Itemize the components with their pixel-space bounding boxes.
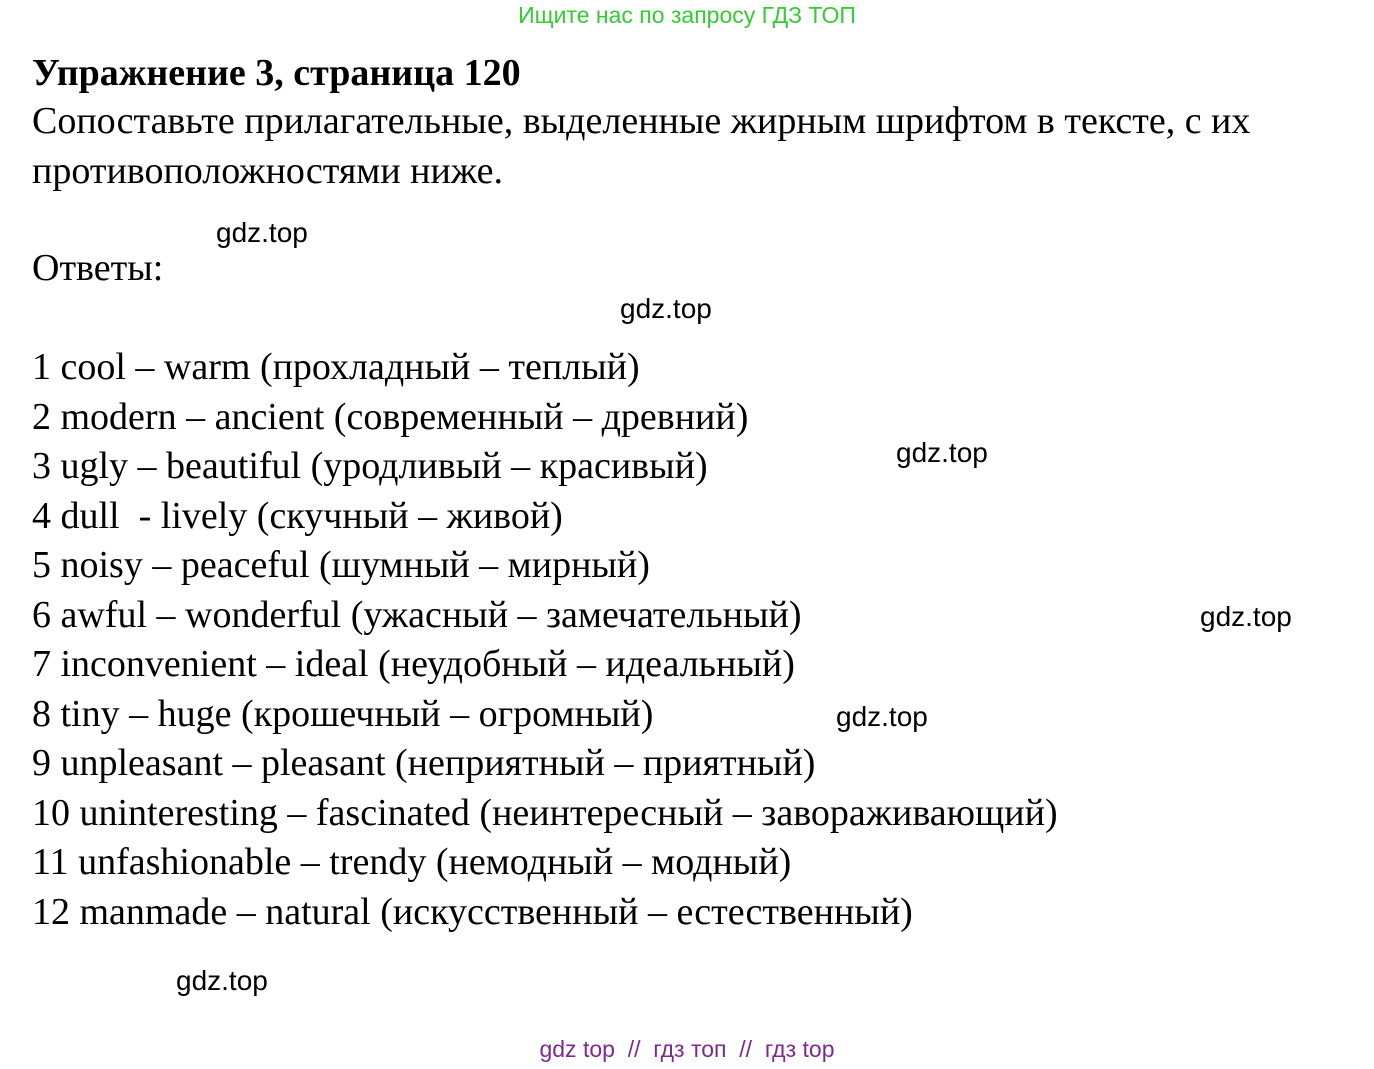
- top-banner: Ищите нас по запросу ГДЗ ТОП: [518, 2, 856, 28]
- answer-item: 5 noisy – peaceful (шумный – мирный): [32, 544, 650, 586]
- watermark: gdz.top: [620, 293, 712, 324]
- answer-item: 9 unpleasant – pleasant (неприятный – приятный): [32, 742, 816, 784]
- watermark: gdz.top: [176, 965, 268, 996]
- exercise-instruction: Сопоставьте прилагательные, выделенные жирным шрифтом в тексте, с их противоположностями ниже.: [32, 100, 1251, 192]
- answer-item: 7 inconvenient – ideal (неудобный – идеальный): [32, 643, 795, 685]
- answer-item: 4 dull - lively (скучный – живой): [32, 494, 563, 537]
- answers-label: Ответы:: [32, 247, 164, 289]
- watermark: gdz.top: [896, 437, 988, 468]
- answer-item: 10 uninteresting – fascinated (неинтересный – завораживающий): [32, 791, 1058, 834]
- watermark: gdz.top: [1200, 601, 1292, 632]
- answer-item: 8 tiny – huge (крошечный – огромный): [32, 692, 654, 735]
- answer-item: 3 ugly – beautiful (уродливый – красивый): [32, 445, 708, 487]
- footer-links: gdz top // гдз топ // гдз top: [539, 1036, 835, 1062]
- watermark: gdz.top: [836, 701, 928, 732]
- answer-item: 6 awful – wonderful (ужасный – замечательный): [32, 593, 802, 636]
- answer-item: 12 manmade – natural (искусственный – естественный): [32, 890, 913, 933]
- answer-item: 1 cool – warm (прохладный – теплый): [32, 346, 640, 388]
- exercise-title: Упражнение 3, страница 120: [32, 52, 521, 94]
- answers-list: [32, 343, 1058, 937]
- answer-item: 11 unfashionable – trendy (немодный – модный): [32, 841, 792, 883]
- answer-item: 2 modern – ancient (современный – древний): [32, 395, 749, 438]
- watermark: gdz.top: [216, 217, 308, 248]
